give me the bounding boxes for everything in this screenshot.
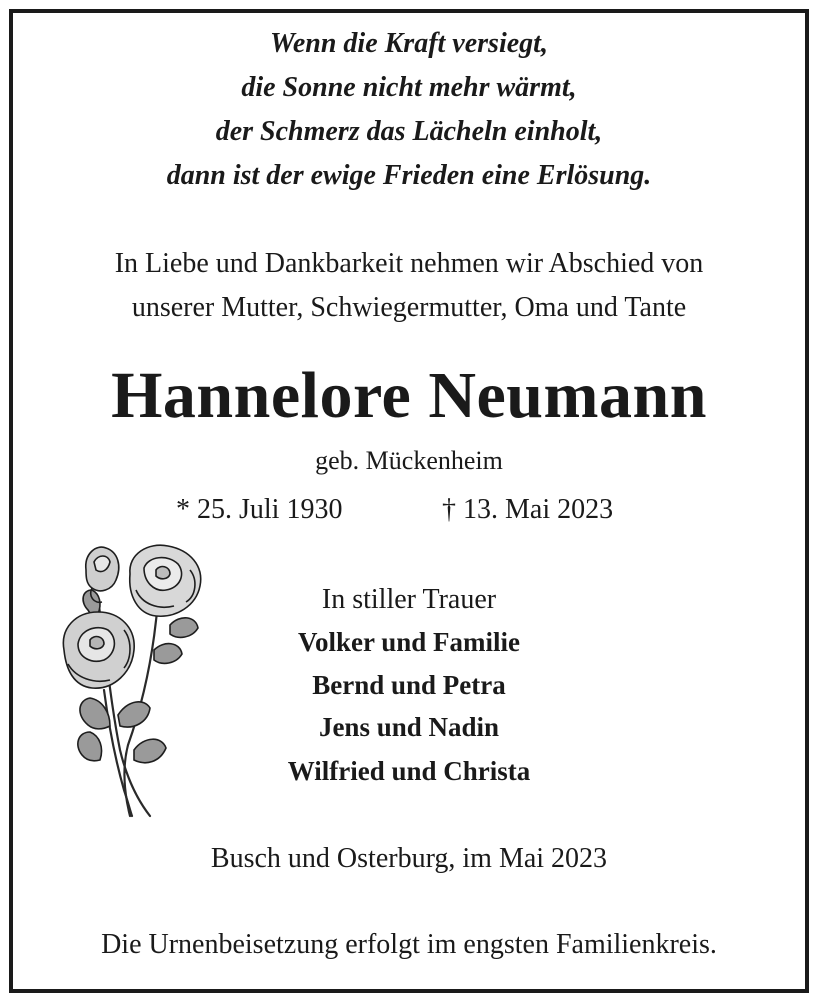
mourner-name: Jens und Nadin	[318, 712, 500, 742]
burial-note: Die Urnenbeisetzung erfolgt im engsten Familienkreis.	[101, 929, 717, 960]
intro-line-1: In Liebe und Dankbarkeit nehmen wir Abschied von	[114, 248, 704, 279]
intro-line-2: unserer Mutter, Schwiegermutter, Oma und Tante	[131, 292, 687, 323]
poem-line-3: der Schmerz das Lächeln einholt,	[215, 116, 603, 147]
poem-line-4: dann ist der ewige Frieden eine Erlösung.	[166, 160, 652, 191]
birth-date: * 25. Juli 1930	[176, 494, 343, 525]
mourner-name: Bernd und Petra	[312, 670, 506, 700]
mourners-heading: In stiller Trauer	[321, 584, 497, 615]
mourner-name: Volker und Familie	[297, 627, 521, 657]
place-date: Busch und Osterburg, im Mai 2023	[210, 843, 608, 874]
death-date: † 13. Mai 2023	[442, 494, 614, 525]
poem-line-1: Wenn die Kraft versiegt,	[270, 28, 548, 59]
deceased-name: Hannelore Neumann	[111, 359, 707, 432]
maiden-name: geb. Mückenheim	[315, 446, 503, 475]
mourner-name: Wilfried und Christa	[287, 756, 531, 786]
poem-line-2: die Sonne nicht mehr wärmt,	[241, 72, 577, 103]
